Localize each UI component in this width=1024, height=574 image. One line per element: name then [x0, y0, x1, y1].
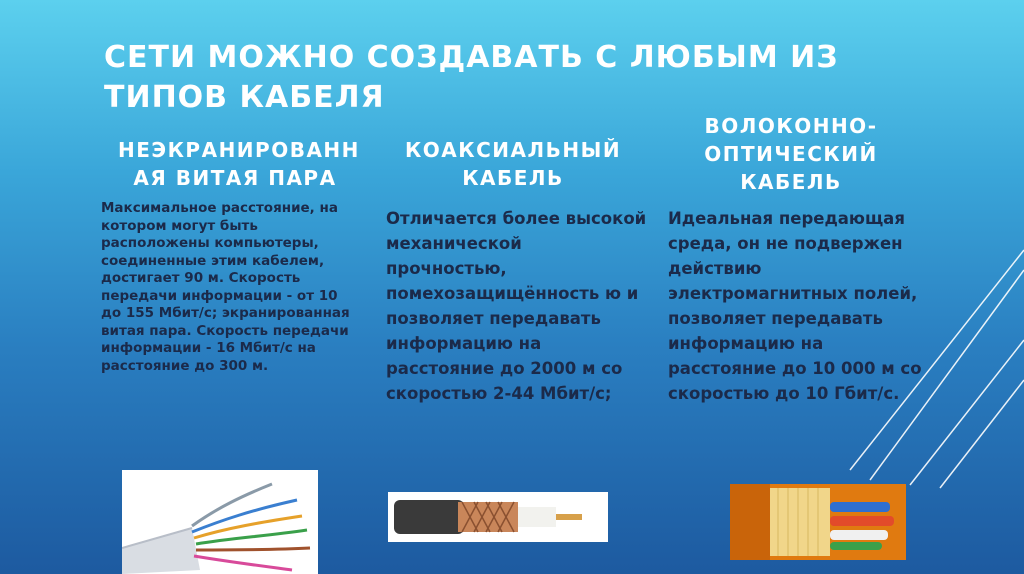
slide-title: СЕТИ МОЖНО СОЗДАВАТЬ С ЛЮБЫМ ИЗ ТИПОВ КАБЕЛЯ [104, 40, 839, 115]
column-heading-fiber-optic: ВОЛОКОННО-ОПТИЧЕСКИЙ КАБЕЛЬ [704, 114, 878, 194]
decorative-diagonal-lines [760, 230, 1024, 490]
column-body-coaxial: Отличается более высокой механической прочностью, помехозащищённость ю и позволяет передавать информацию на расстояние до 2000 м со скоростью 2-44 Мбит/с; [386, 209, 647, 403]
twisted-pair-cable-image [122, 470, 318, 574]
column-heading-twisted-pair: НЕЭКРАНИРОВАНН АЯ ВИТАЯ ПАРА [118, 138, 360, 190]
coaxial-cable-image [388, 492, 608, 542]
fiber-optic-cable-image [730, 484, 906, 560]
column-heading-coaxial: КОАКСИАЛЬНЫЙ КАБЕЛЬ [404, 138, 622, 190]
column-body-twisted-pair: Максимальное расстояние, на котором могут быть расположены компьютеры, соединенные этим кабелем, достигает 90 м. Скорость передачи информации - от 10 до 155 Мбит/с; экранированная витая пара. Скорость передачи информации - 16 Мбит/с на расстояние до 300 м. [101, 200, 350, 374]
column-body-fiber-optic: Идеальная передающая среда, он не подвержен действию электромагнитных полей, позволяет передавать информацию на расстояние до 10 000 м со скоростью до 10 Гбит/с. [668, 209, 922, 403]
